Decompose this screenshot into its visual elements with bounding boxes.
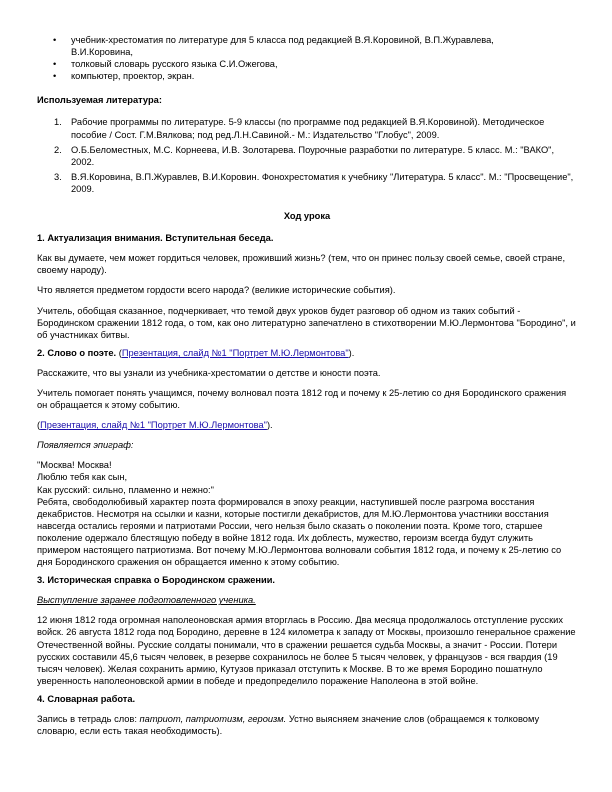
paragraph: Учитель, обобщая сказанное, подчеркивает, что темой двух уроков будет разговор об одном из таких событий - Бородинском сражении 1812 года, о том, как оно литературно запечатлено в стихотворении М.Ю.Лермонтова "Бородино", и об участниках битвы. <box>37 305 576 340</box>
paragraph: Как вы думаете, чем может гордиться человек, проживший жизнь? (тем, что он принес пользу своей семье, своей стране, своему народу). <box>37 253 566 276</box>
list-item: 3. В.Я.Коровина, В.П.Журавлев, В.И.Коровин. Фонохрестоматия к учебнику "Литература. 5 класс". М.: "Просвещение", 2009. <box>54 171 574 194</box>
paragraph: Ребята, свободолюбивый характер поэта формировался в эпоху реакции, наступившей после разгрома восстания декабристов. Несмотря на ссылки и казни, которые постигли декабристов, для М.Ю.Лермонтова участники восстания навсегда остались героями и патриотами России, чего нельзя было сказать о поколении поэта. Кроме того, старшее поколение одержало блестящую победу в войне 1812 года. Их доблесть, мужество, героизм всегда будут служить примером настоящего патриотизма. Вот почему М.Ю.Лермонтова волновали события 1812 года, и почему к 25-летию со дня Бородинского сражения он обращается именно к этому событию. <box>37 496 562 568</box>
section-2-heading-line: 2. Слово о поэте. (Презентация, слайд №1 "Портрет М.Ю.Лермонтова"). <box>37 347 355 358</box>
section-3-heading: 3. Историческая справка о Бородинском сражении. <box>37 575 275 586</box>
list-item: • учебник-хрестоматия по литературе для 5 класса под редакцией В.Я.Коровиной, В.П.Журавлева, В.И.Коровина, <box>37 34 577 58</box>
paragraph: Расскажите, что вы узнали из учебника-хрестоматии о детстве и юности поэта. <box>37 367 381 378</box>
epigraph-label: Появляется эпиграф: <box>37 440 134 451</box>
section-2-heading: 2. Слово о поэте. <box>37 347 117 358</box>
vocabulary-words: патриот, патриотизм, героизм. <box>139 714 287 725</box>
list-item: 2. О.Б.Беломестных, М.С. Корнеева, И.В. Золотарева. Поурочные разработки по литературе. 5 класс. М.: "ВАКО", 2002. <box>54 144 555 167</box>
epigraph: "Москва! Москва! Люблю тебя как сын, Как русский: сильно, пламенно и нежно:" <box>37 460 214 495</box>
list-item: • компьютер, проектор, экран. <box>37 70 577 82</box>
section-4-heading: 4. Словарная работа. <box>37 693 136 704</box>
presentation-link-2[interactable]: Презентация, слайд №1 "Портрет М.Ю.Лермонтова" <box>40 420 267 431</box>
literature-heading: Используемая литература: <box>37 95 162 106</box>
section-1-heading: 1. Актуализация внимания. Вступительная беседа. <box>37 233 274 244</box>
paragraph: 12 июня 1812 года огромная наполеоновская армия вторглась в Россию. Два месяца продолжалось отступление русских войск. 26 августа 1812 года под Бородино, деревне в 124 километра к западу от Москвы, произошло генеральное сражение Отечественной войны. Русские солдаты понимали, что в сражении решается судьба Москвы, а значит - России. Потери русских составили 45,6 тысяч человек, в резерве сохранилось не более 5 тысяч человек, у французов - вся гвардия (19 тысяч человек). Желая сохранить армию, Кутузов приказал отступить к Москве. В то же время Бородино пошатнуло уверенность наполеоновской армии в победе и предопределило поражение Наполеона в этой войне. <box>37 615 576 686</box>
literature-list <box>37 116 577 195</box>
list-item: • толковый словарь русского языка С.И.Ожегова, <box>37 58 577 70</box>
paragraph: Запись в тетрадь слов: патриот, патриотизм, героизм. Устно выясняем значение слов (обращаемся к толковому словарю, если есть такая необходимость). <box>37 714 540 737</box>
list-item: 1. Рабочие программы по литературе. 5-9 классы (по программе под редакцией В.Я.Коровиной). Методическое пособие / Сост. Г.М.Вялкова; под ред.Л.Н.Савиной.- М.: Издательство "Глобус", 2009. <box>54 117 545 140</box>
paragraph: Что является предметом гордости всего народа? (великие исторические события). <box>37 285 396 296</box>
presentation-link-line: (Презентация, слайд №1 "Портрет М.Ю.Лермонтова"). <box>37 420 273 431</box>
presentation-link[interactable]: Презентация, слайд №1 "Портрет М.Ю.Лермонтова" <box>121 347 349 358</box>
paragraph: Учитель помогает понять учащимся, почему волновал поэта 1812 год и почему к 25-летию со дня Бородинского сражения он обращается к этому событию. <box>37 387 567 411</box>
document-page <box>37 34 577 737</box>
lesson-title: Ход урока <box>283 211 331 222</box>
student-speech-label: Выступление заранее подготовленного ученика. <box>37 595 256 606</box>
materials-list <box>37 34 577 82</box>
